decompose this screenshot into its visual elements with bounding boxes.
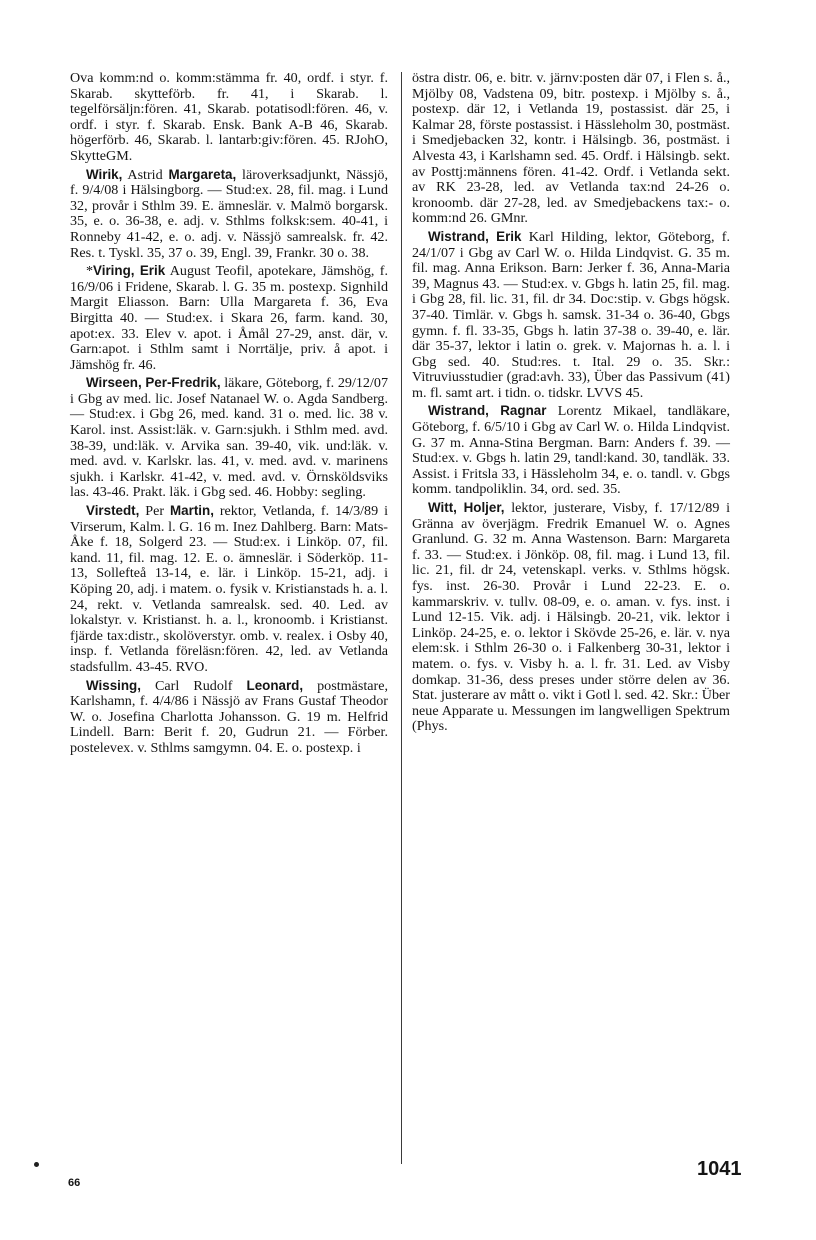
biography-entry [70,678,388,757]
entry-prefix: * [86,263,94,280]
biography-entry [70,263,388,373]
left-column [70,71,388,757]
entry-call-name: Erik [139,263,166,279]
column-divider [401,72,402,1164]
entry-surname: Wissing, [86,677,141,693]
entry-surname: Wirik, [86,166,123,182]
page-number: 1041 [697,1158,742,1180]
entry-call-name: Erik [496,228,522,244]
continuation-text: Ova komm:nd o. komm:stämma fr. 40, ordf. i styr. f. Skarab. skytteförb. fr. 41, i Skarab. l. tegelförsäljn:fören. 41, Skarab. potatisodl:fören. 46, v. ordf. i styr. f. Skarab. Ensk. Bank A-B 46, Skarab. högerförb. 46, Skarab. l. lantarb:giv:fören. 45. RJohO, SkytteGM. [70,70,388,164]
biography-entry [70,503,388,676]
entry-text: lektor, justerare, Visby, f. 17/12/89 i Gränna av överjägm. Fredrik Emanuel W. o. Agnes Granlund. G. 32 m. Anna Wastenson. Barn: Margareta f. 33. — Stud:ex. i Jönköp. 08, fil. mag. i Lund 13, fil. lic. 21, fil. dr 24, vetenskapl. verks. v. Sthlms högsk. fys. inst. 26-30. Provår i Lund 22-23. E. o. kammarskriv. v. tullv. 08-09, e. o. aman. v. fys. inst. i Lund 12-15. Vik. adj. i Hälsingb. 20-21, vik. lektor i Linköp. 24-25, e. o. lektor i Skövde 25-26, e. lär. v. nya elem:sk. i Sthlm 26-30 o. i Falkenberg 30-31, lektor i matem. o. fys. v. Visby h. a. l. fr. 31. Led. av Visby domkap. 31-36, dess preses under större delen av 36. Stat. justerare av mått o. vikt i Gotl l. sed. 42. Skr.: Über neue Apparate u. Messungen im langwelligen Spektrum (Phys. [412,500,730,735]
entry-surname: Wirseen, [86,375,142,391]
biography-entry [412,500,730,735]
margin-bullet-mark [34,1162,39,1167]
entry-call-name: Leonard, [246,677,304,693]
entry-text: läroverksadjunkt, Nässjö, f. 9/4/08 i Hälsingborg. — Stud:ex. 28, fil. mag. i Lund 32, provår i Sthlm 39. E. ämneslär. v. Malmö borgarsk. 35, e. o. 36-38, e. adj. v. Sthlms folksk:sem. 40-41, i Ronneby 41-42, e. o. adj. v. Nässjö samrealsk. fr. 42. Res. t. Tyskl. 35, 37 o. 39, Engl. 39, Frankr. 30 o. 38. [70,166,388,261]
entry-call-name: Margareta, [168,166,237,182]
entry-given-name: Per [139,503,171,520]
entry-surname: Virstedt, [86,503,140,519]
entry-surname: Wistrand, [428,403,489,419]
biography-entry [412,403,730,498]
entry-surname: Wistrand, [428,228,489,244]
biography-entry [70,375,388,501]
entry-call-name: Per-Fredrik, [145,375,221,391]
biography-entry [70,167,388,262]
entry-text: rektor, Vetlanda, f. 14/3/89 i Virserum, Kalm. l. G. 16 m. Inez Dahlberg. Barn: Mats-Åke f. 18, Solgerd 23. — Stud:ex. i Linköp. 07, fil. kand. 11, fil. mag. 12. E. o. ämneslär. i Söderköp. 11-13, Sollefteå 13-14, e. lär. i Linköp. 15-21, adj. i Köping 20, adj. i matem. o. fysik v. Kristianstads h. a. l. 24, rekt. v. Vetlanda samrealsk. sed. 40. Led. av lokalstyr. v. Kristianst. h. a. l., kronoomb. i Kristianst. fjärde tax:distr., skolöverstyr. omb. v. realex. i Osby 40, insp. f. Vetlanda föreläsn:fören. 42, led. av Vetlanda stadsfullm. 43-45. RVO. [70,503,388,675]
entry-text: Lorentz Mikael, tandläkare, Göteborg, f. 6/5/10 i Gbg av Carl W. o. Hilda Lindqvist. G. 37 m. Anna-Stina Bergman. Barn: Anders f. 39. — Stud:ex. v. Gbgs h. latin 29, tandl:kand. 30, tandläk. 33. Assist. i Fritsla 33, i Hässleholm 34, e. o. tandl. v. Gbgs komm. tandpoliklin. 34, ord. sed. 35. [412,403,730,498]
signature-folio: 66 [68,1177,81,1189]
biography-entry [412,229,730,402]
entry-call-name: Martin, [170,503,214,519]
entry-call-name: Ragnar [500,403,547,419]
entry-surname: Viring, [93,263,135,279]
right-column [412,71,730,735]
entry-given-name [489,403,500,419]
continuation-text: östra distr. 06, e. bitr. v. järnv:posten där 07, i Flen s. å., Mjölby 08, Vadstena 09, bitr. postexp. i Mjölby s. å., postexp. där 12, i Vetlanda 19, postassist. där 25, i Kalmar 28, förste postassist. i Hässleholm 30, postmäst. i Smedjebacken 32, kontr. i Hälsingb. 36, postmäst. i Alvesta 43, i Karlshamn sed. 45. Ordf. i Hälsingb. sekt. av Posttj:männens fören. 41-42. Ordf. i Vetlanda sekt. av RK 23-28, led. av Vetlanda tax:nd 24-26 o. kronoomb. där 27-28, led. av Smedjebackens tax:- o. komm:nd 26. GMnr. [412,70,730,227]
entry-call-name: Holjer, [463,500,505,516]
entry-text: postmästare, Karlshamn, f. 4/4/86 i Nässjö av Frans Gustaf Theodor W. o. Josefina Charlotta Johansson. G. 19 m. Helfrid Lindell. Barn: Berit f. 20, Gudrun 21. — Förber. postelevex. v. Sthlms samgymn. 04. E. o. postexp. i [70,677,388,756]
entry-given-name: Astrid [122,166,169,183]
entry-given-name: Carl Rudolf [140,677,247,694]
entry-given-name [457,500,464,516]
entry-text: August Teofil, apotekare, Jämshög, f. 16/9/06 i Fridene, Skarab. l. G. 35 m. postexp. Signhild Margit Eliasson. Barn: Ulla Margareta f. 36, Eva Birgitta 40. — Stud:ex. i Skara 26, farm. kand. 30, apot:ex. 33. Elev v. apot. i Åmål 27-29, anst. där, v. Garn:apot. i Sthlm samt i Norrtälje, priv. å apot. i Jämshög fr. 46. [70,263,388,373]
entry-text: läkare, Göteborg, f. 29/12/07 i Gbg av med. lic. Josef Natanael W. o. Agda Sandberg. — Stud:ex. i Gbg 26, med. kand. 31 o. med. lic. 38 v. Karol. inst. Assist:läk. v. Garn:sjukh. i Sthlm med. avd. 38-39, und:läk. v. Arvika san. 39-40, vik. und:läk. v. med. avd. v. Karlskr. las. 41, v. med. avd. v. marinens sjukh. i Karlskr. 41-42, v. med. avd. v. Örnsköldsviks las. 43-46. Prakt. läk. i Gbg sed. 46. Hobby: segling. [70,375,388,501]
entry-text: Karl Hilding, lektor, Göteborg, f. 24/1/07 i Gbg av Carl W. o. Hilda Lindqvist. G. 35 m. fil. mag. Anna Erikson. Barn: Jerker f. 36, Anna-Maria 39, Magnus 43. — Stud:ex. v. Gbgs h. latin 25, fil. mag. i Gbg 28, fil. lic. 31, fil. dr 34. Doc:stip. v. Gbgs högsk. 37-40. Timlär. v. Gbgs h. samsk. 31-34 o. 36-40, Gbgs gymn. f. fl. 33-35, Gbgs h. latin 37-38 o. 39-40, e. lär. där 35-37, lektor i latin o. grek. v. Majornas h. a. l. i Gbg sed. 40. Stud:res. t. Ital. 29 o. 35. Skr.: Vitruviusstudier (grad:avh. 33), Über das Passivum (41) m. fl. samt art. i tidn. o. tidskr. LVVS 45. [412,228,730,401]
entry-surname: Witt, [428,500,457,516]
